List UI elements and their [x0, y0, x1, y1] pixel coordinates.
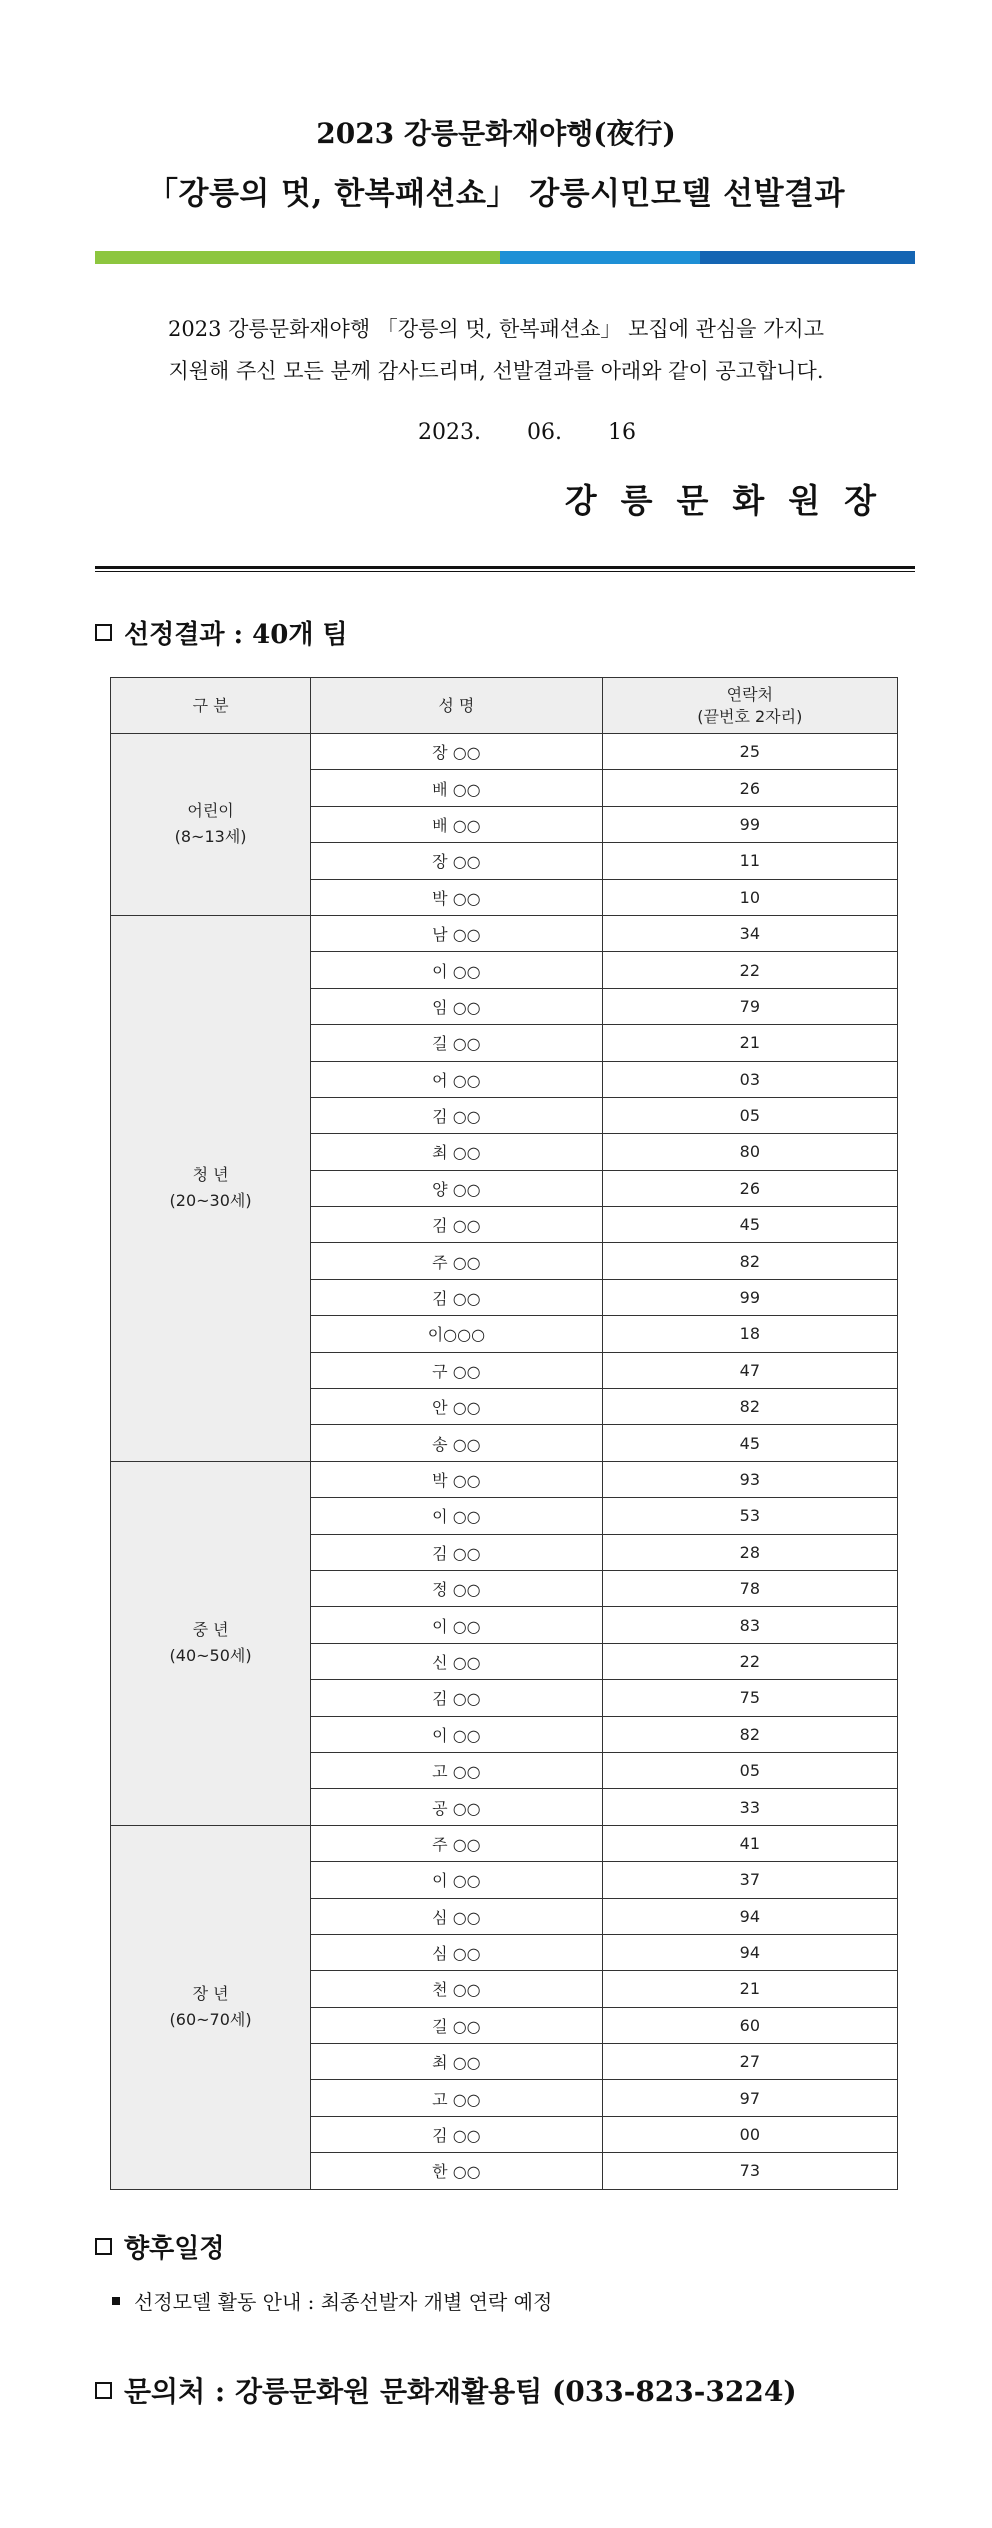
cell-phone: 75: [602, 1680, 897, 1716]
cell-name: 주 ○○: [311, 1243, 602, 1279]
cell-phone: 99: [602, 806, 897, 842]
cell-phone: 41: [602, 1825, 897, 1861]
table-row: [111, 1461, 898, 1497]
cell-name: 배 ○○: [311, 806, 602, 842]
cell-name: 구 ○○: [311, 1352, 602, 1388]
checkbox-square-icon: [95, 624, 112, 641]
cell-phone: 94: [602, 1898, 897, 1934]
intro-line1: 2023 강릉문화재야행 「강릉의 멋, 한복패션쇼」 모집에 관심을 가지고: [168, 317, 824, 341]
cell-phone: 99: [602, 1279, 897, 1315]
cell-name: 길 ○○: [311, 2007, 602, 2043]
announcement-date: 2023. 06. 16: [418, 420, 636, 445]
cell-name: 양 ○○: [311, 1170, 602, 1206]
cell-phone: 47: [602, 1352, 897, 1388]
cell-name: 주 ○○: [311, 1825, 602, 1861]
group-label: 중 년 (40~50세): [111, 1461, 311, 1825]
cell-phone: 21: [602, 1025, 897, 1061]
column-header-name: 성 명: [311, 678, 602, 734]
cell-phone: 26: [602, 770, 897, 806]
schedule-item-text: 선정모델 활동 안내 : 최종선발자 개별 연락 예정: [134, 2290, 553, 2314]
cell-name: 고 ○○: [311, 1752, 602, 1788]
cell-phone: 79: [602, 988, 897, 1024]
section-schedule: [95, 2228, 224, 2265]
checkbox-square-icon: [95, 2382, 112, 2399]
cell-phone: 33: [602, 1789, 897, 1825]
divider-thick: [95, 566, 915, 569]
decorative-color-bar: [95, 251, 915, 264]
cell-name: 최 ○○: [311, 1134, 602, 1170]
cell-name: 심 ○○: [311, 1898, 602, 1934]
cell-name: 배 ○○: [311, 770, 602, 806]
cell-name: 어 ○○: [311, 1061, 602, 1097]
cell-name: 임 ○○: [311, 988, 602, 1024]
cell-name: 고 ○○: [311, 2080, 602, 2116]
contact-text: 문의처 : 강릉문화원 문화재활용팀 (033-823-3224): [124, 2375, 797, 2408]
cell-name: 공 ○○: [311, 1789, 602, 1825]
cell-phone: 10: [602, 879, 897, 915]
cell-name: 이 ○○: [311, 952, 602, 988]
bullet-square-icon: [112, 2297, 120, 2305]
cell-name: 김 ○○: [311, 2116, 602, 2152]
cell-phone: 28: [602, 1534, 897, 1570]
cell-phone: 60: [602, 2007, 897, 2043]
table-header-row: [111, 678, 898, 734]
color-bar-light-blue: [500, 251, 700, 264]
cell-phone: 78: [602, 1570, 897, 1606]
cell-name: 남 ○○: [311, 915, 602, 951]
cell-phone: 83: [602, 1607, 897, 1643]
section-schedule-title: 향후일정: [124, 2234, 225, 2264]
column-header-phone: 연락처 (끝번호 2자리): [602, 678, 897, 734]
signature: 강릉문화원장: [564, 481, 900, 520]
checkbox-square-icon: [95, 2238, 112, 2255]
column-header-category: 구 분: [111, 678, 311, 734]
table-row: [111, 1825, 898, 1861]
title-line2: 「강릉의 멋, 한복패션쇼」 강릉시민모델 선발결과: [147, 176, 845, 212]
table-row: [111, 734, 898, 770]
group-label: 어린이 (8~13세): [111, 734, 311, 916]
cell-phone: 26: [602, 1170, 897, 1206]
cell-name: 이○○○: [311, 1316, 602, 1352]
cell-name: 이 ○○: [311, 1862, 602, 1898]
cell-phone: 27: [602, 2044, 897, 2080]
cell-name: 김 ○○: [311, 1680, 602, 1716]
cell-name: 김 ○○: [311, 1279, 602, 1315]
intro-line2: 지원해 주신 모든 분께 감사드리며, 선발결과를 아래와 같이 공고합니다.: [168, 359, 824, 383]
group-label: 청 년 (20~30세): [111, 915, 311, 1461]
cell-name: 길 ○○: [311, 1025, 602, 1061]
cell-name: 한 ○○: [311, 2153, 602, 2189]
cell-phone: 34: [602, 915, 897, 951]
cell-name: 김 ○○: [311, 1207, 602, 1243]
cell-phone: 45: [602, 1207, 897, 1243]
cell-name: 정 ○○: [311, 1570, 602, 1606]
group-label: 장 년 (60~70세): [111, 1825, 311, 2189]
cell-name: 박 ○○: [311, 1461, 602, 1497]
cell-name: 장 ○○: [311, 843, 602, 879]
cell-phone: 53: [602, 1498, 897, 1534]
cell-phone: 22: [602, 952, 897, 988]
cell-phone: 97: [602, 2080, 897, 2116]
cell-phone: 94: [602, 1934, 897, 1970]
cell-phone: 45: [602, 1425, 897, 1461]
cell-name: 이 ○○: [311, 1498, 602, 1534]
cell-name: 김 ○○: [311, 1534, 602, 1570]
cell-phone: 82: [602, 1389, 897, 1425]
cell-phone: 00: [602, 2116, 897, 2152]
color-bar-dark-blue: [700, 251, 915, 264]
cell-phone: 21: [602, 1971, 897, 2007]
table-row: [111, 915, 898, 951]
cell-name: 심 ○○: [311, 1934, 602, 1970]
contact-info: [95, 2370, 797, 2410]
color-bar-green: [95, 251, 500, 264]
cell-name: 이 ○○: [311, 1607, 602, 1643]
cell-name: 송 ○○: [311, 1425, 602, 1461]
cell-name: 장 ○○: [311, 734, 602, 770]
section-result-title: 선정결과 : 40개 팀: [124, 620, 348, 650]
cell-name: 김 ○○: [311, 1097, 602, 1133]
cell-phone: 82: [602, 1243, 897, 1279]
cell-phone: 25: [602, 734, 897, 770]
cell-phone: 18: [602, 1316, 897, 1352]
cell-phone: 80: [602, 1134, 897, 1170]
cell-name: 최 ○○: [311, 2044, 602, 2080]
cell-name: 신 ○○: [311, 1643, 602, 1679]
section-result: [95, 614, 348, 651]
result-table: [110, 677, 898, 2190]
cell-phone: 82: [602, 1716, 897, 1752]
cell-name: 안 ○○: [311, 1389, 602, 1425]
cell-name: 이 ○○: [311, 1716, 602, 1752]
cell-phone: 11: [602, 843, 897, 879]
title-line1: 2023 강릉문화재야행(夜行): [316, 117, 676, 150]
schedule-item: [112, 2286, 552, 2315]
cell-phone: 22: [602, 1643, 897, 1679]
cell-phone: 73: [602, 2153, 897, 2189]
cell-phone: 05: [602, 1097, 897, 1133]
cell-name: 박 ○○: [311, 879, 602, 915]
cell-phone: 03: [602, 1061, 897, 1097]
cell-phone: 93: [602, 1461, 897, 1497]
cell-name: 천 ○○: [311, 1971, 602, 2007]
divider-thin: [95, 571, 915, 572]
cell-phone: 37: [602, 1862, 897, 1898]
cell-phone: 05: [602, 1752, 897, 1788]
